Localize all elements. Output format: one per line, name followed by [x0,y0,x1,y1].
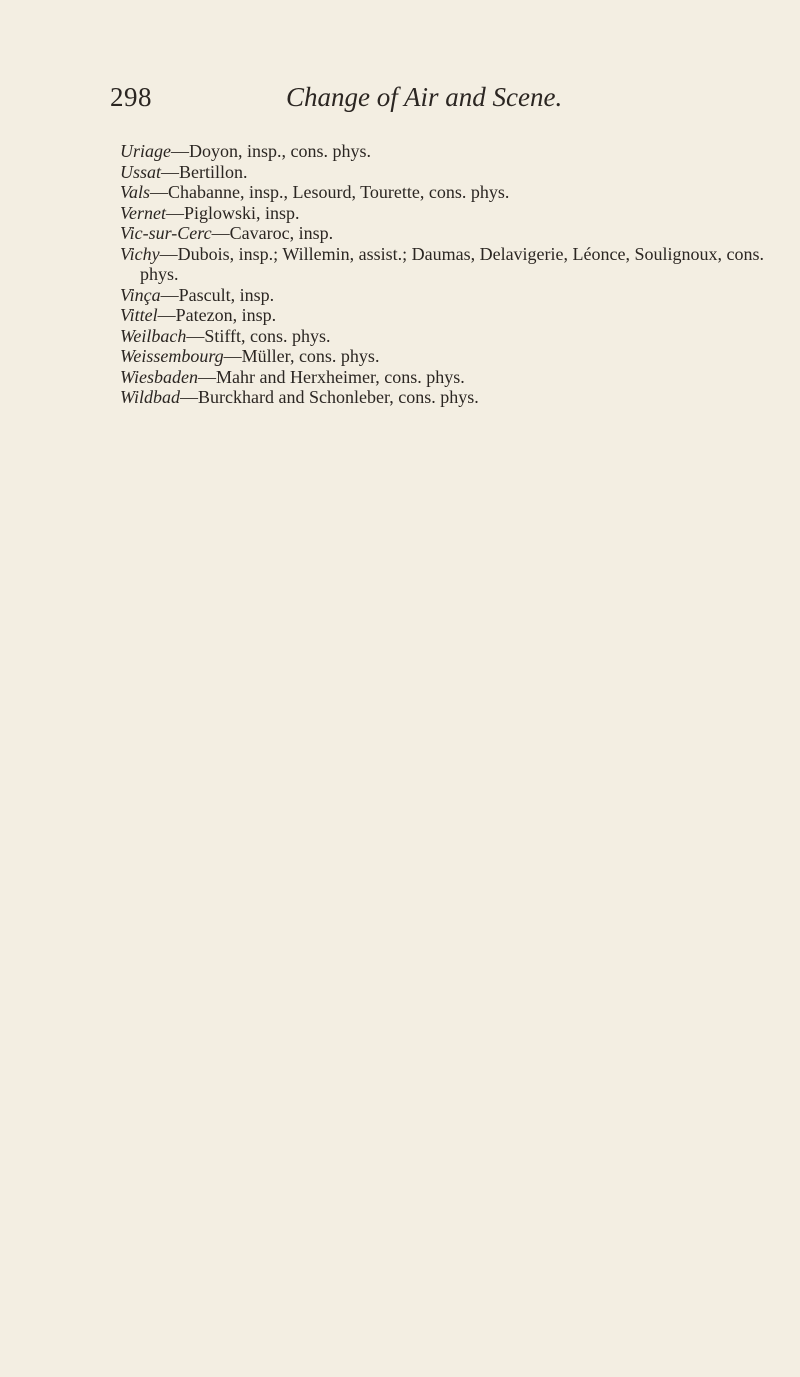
list-item [120,326,780,347]
entry-text: —Burckhard and Schonleber, cons. phys. [180,387,479,407]
entry-text: —Dubois, insp.; Willemin, assist.; Daumas, Delavigerie, Léonce, Soulignoux, cons. phys. [140,243,765,284]
page-header [110,82,580,122]
place-name: Vernet [120,202,166,223]
list-item [120,182,780,203]
running-title: Change of Air and Scene. [286,82,563,112]
spa-directory-list [120,141,780,408]
place-name: Weilbach [120,325,187,346]
place-name: Ussat [120,161,162,182]
list-item [120,367,780,388]
list-item [120,141,780,162]
place-name: Uriage [120,141,171,161]
entry-text: —Bertillon. [161,161,248,182]
list-item [120,203,780,224]
entry-text: —Cavaroc, insp. [211,223,334,243]
place-name: Vittel [120,305,158,325]
list-item [120,223,780,244]
entry-text: —Doyon, insp., cons. phys. [171,141,372,161]
list-item [120,387,780,408]
page-number: 298 [110,82,152,112]
entry-text: —Piglowski, insp. [165,202,300,223]
entry-text: —Stifft, cons. phys. [186,325,331,346]
entry-text: —Chabanne, insp., Lesourd, Tourette, cons. phys. [150,182,510,202]
list-item [120,346,780,367]
place-name: Wildbad [120,387,181,407]
entry-text: —Müller, cons. phys. [223,346,380,366]
entry-text: —Pascult, insp. [160,284,275,305]
place-name: Vinça [120,284,161,305]
place-name: Vals [120,182,151,202]
list-item [120,244,780,285]
entry-text: —Mahr and Herxheimer, cons. phys. [198,366,465,387]
list-item [120,162,780,183]
place-name: Vic-sur-Cerc [120,223,212,243]
place-name: Weissembourg [120,346,224,366]
list-item [120,285,780,306]
place-name: Vichy [120,243,160,264]
entry-text: —Patezon, insp. [157,305,277,325]
list-item [120,305,780,326]
place-name: Wiesbaden [120,366,198,387]
